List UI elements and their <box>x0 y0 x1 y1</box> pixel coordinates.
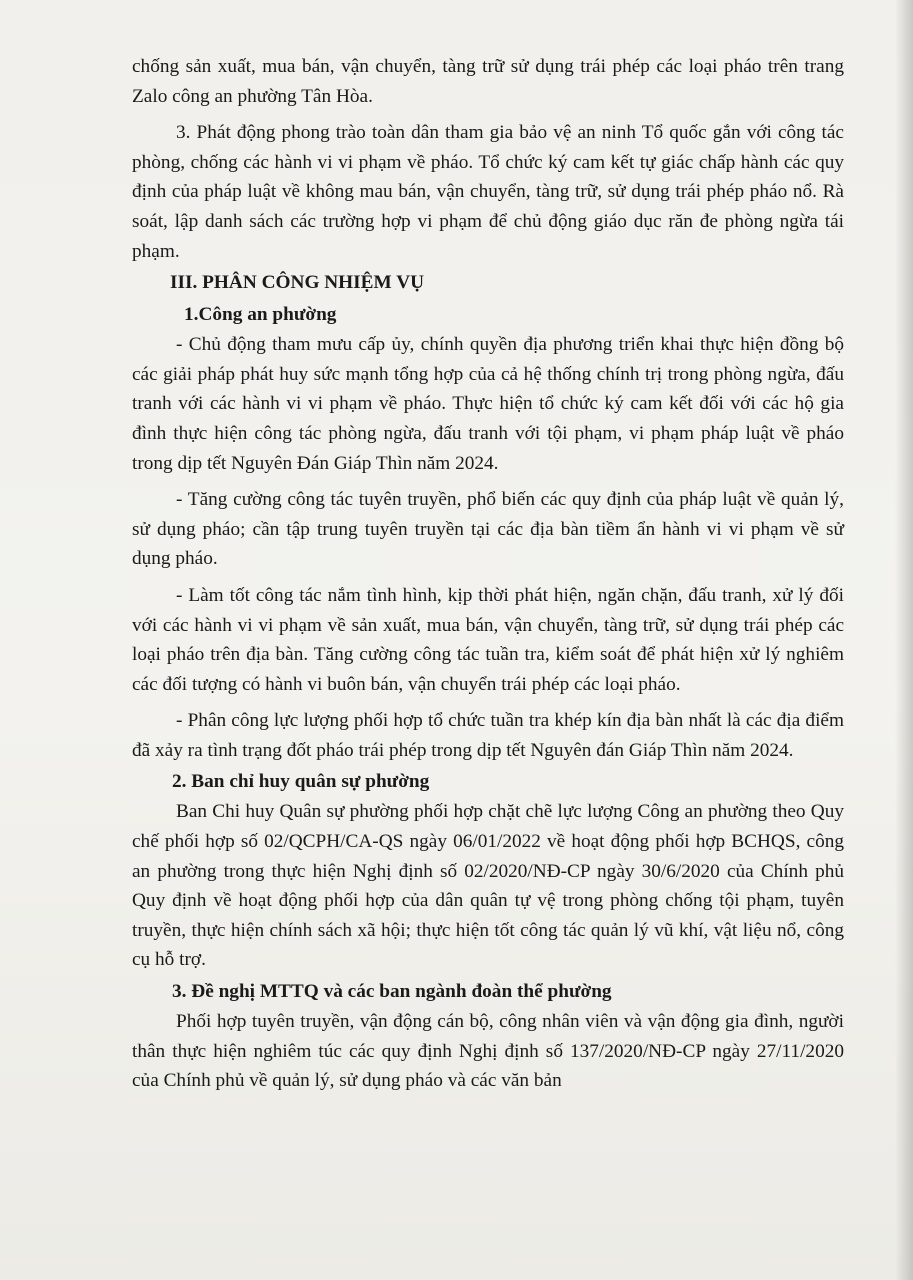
document-body <box>132 52 844 1096</box>
subsection-2-heading: 2. Ban chỉ huy quân sự phường <box>172 771 430 793</box>
front-committee-paragraph: Phối hợp tuyên truyền, vận động cán bộ, công nhân viên và vận động gia đình, người thân thực hiện nghiêm túc các quy định Nghị định số 137/2020/NĐ-CP ngày 27/11/2020 của Chính phủ về quản lý, sử dụng pháo và các văn bản <box>132 1011 844 1092</box>
intro-continuation-paragraph: chống sản xuất, mua bán, vận chuyển, tàng trữ sử dụng trái phép các loại pháo trên trang Zalo công an phường Tân Hòa. <box>132 56 844 107</box>
police-task-2: - Tăng cường công tác tuyên truyền, phổ biến các quy định của pháp luật về quản lý, sử dụng pháo; cần tập trung tuyên truyền tại các địa bàn tiềm ẩn hành vi vi phạm về sử dụng pháo. <box>132 489 844 570</box>
military-command-paragraph: Ban Chi huy Quân sự phường phối hợp chặt chẽ lực lượng Công an phường theo Quy chế phối hợp số 02/QCPH/CA-QS ngày 06/01/2022 về hoạt động phối hợp BCHQS, công an phường trong thực hiện Nghị định số 02/2020/NĐ-CP ngày 30/6/2020 của Chính phủ Quy định về hoạt động phối hợp của dân quân tự vệ trong phòng chống tội phạm, tuyên truyền, thực hiện chính sách xã hội; thực hiện tốt công tác quản lý vũ khí, vật liệu nổ, công cụ hỗ trợ. <box>132 801 844 971</box>
section-III-heading: III. PHÂN CÔNG NHIỆM VỤ <box>170 272 425 294</box>
police-task-3: - Làm tốt công tác nắm tình hình, kịp thời phát hiện, ngăn chặn, đấu tranh, xử lý đối với các hành vi vi phạm về sản xuất, mua bán, vận chuyển, tàng trữ, sử dụng trái phép các loại pháo trên địa bàn. Tăng cường công tác tuần tra, kiểm soát để phát hiện xử lý nghiêm các đối tượng có hành vi buôn bán, vận chuyển trái phép các loại pháo. <box>132 584 844 695</box>
police-task-1: - Chủ động tham mưu cấp ủy, chính quyền địa phương triển khai thực hiện đồng bộ các giải pháp phát huy sức mạnh tổng hợp của cả hệ thống chính trị trong phòng ngừa, đấu tranh với các hành vi vi phạm về pháo. Thực hiện tổ chức ký cam kết đối với các hộ gia đình thực hiện công tác phòng ngừa, đấu tranh với tội phạm, vi phạm pháp luật về pháo trong dịp tết Nguyên Đán Giáp Thìn năm 2024. <box>132 334 844 474</box>
page-edge-shadow <box>895 0 913 1280</box>
subsection-1-heading: 1.Công an phường <box>184 304 337 326</box>
item-3-paragraph: 3. Phát động phong trào toàn dân tham gia bảo vệ an ninh Tổ quốc gắn với công tác phòng, chống các hành vi vi phạm về pháo. Tổ chức ký cam kết tự giác chấp hành các quy định của pháp luật về không mau bán, vận chuyển, tàng trữ, sử dụng trái phép pháo nổ. Rà soát, lập danh sách các trường hợp vi phạm để chủ động giáo dục răn đe phòng ngừa tái phạm. <box>132 122 844 262</box>
subsection-3-heading: 3. Đề nghị MTTQ và các ban ngành đoàn thể phường <box>172 981 612 1003</box>
police-task-4: - Phân công lực lượng phối hợp tổ chức tuần tra khép kín địa bàn nhất là các địa điểm đã xảy ra tình trạng đốt pháo trái phép trong dịp tết Nguyên đán Giáp Thìn năm 2024. <box>132 710 844 761</box>
